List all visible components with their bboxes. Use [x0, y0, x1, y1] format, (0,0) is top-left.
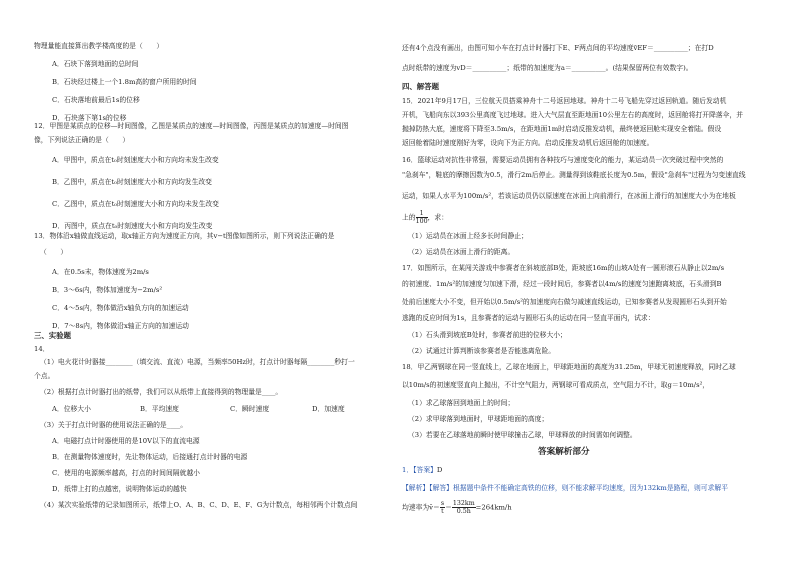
q13-option-c: C．4～5s内，物体做沿x轴负方向的加速运动: [52, 304, 189, 312]
q16-tail-pre: 上的: [402, 213, 416, 222]
q17-sub2: （2）试通过计算判断该参赛者是否能逃离危险。: [408, 347, 556, 355]
q15-line2: 开机，飞船向东以393公里高度飞过地球。进入大气层直至距地面10公里左右的高度时，返回舱将打开降落伞，并: [402, 111, 744, 119]
q12-option-a: A．甲图中，质点在t₀时刻速度大小和方向均未发生改变: [52, 156, 219, 164]
q16-line2: "急刹车"，鞋底的摩擦因数为0.5，滑行2m后停止。测量得到该鞋底长度为0.5m，假设"急刹车"过程为匀变速直线: [402, 171, 746, 179]
q14-part2-option-d: D．加速度: [312, 405, 345, 413]
q16-sub1: （1）运动员在冰面上经多长时间静止；: [408, 232, 528, 240]
q14-number: 14．: [34, 345, 50, 353]
q16-tail-post: ，求：: [427, 213, 449, 222]
answer1-tag: 【答案】: [413, 466, 437, 474]
q14-part3-option-d: D．纸带上打的点越密，说明物体运动的越快: [52, 485, 187, 493]
answer1-calc-post: =264km/h: [475, 503, 512, 512]
q12-option-c: C．乙图中，质点在t₀时刻速度大小和方向均未发生改变: [52, 200, 219, 208]
answer1-fraction-1-denominator: t: [441, 508, 444, 515]
q16-fraction-denominator: 100: [415, 218, 428, 225]
answer1-fraction-2: [452, 500, 476, 515]
q13-stem-line1: 13．物体沿x轴做直线运动，取x轴正方向为速度正方向，其v−t图像如图所示，则下列说法正确的是: [34, 232, 335, 240]
q17-line3: 处前后速度大小不变，但开始以0.5m/s²的加速度向右做匀减速直线运动，已知参赛者从发现圆形石头到开始: [402, 298, 727, 306]
q14-part3-option-c: C．使用的电源频率越高，打点的时间间隔就越小: [52, 469, 200, 477]
section-experiment-heading: 三、实验题: [34, 331, 71, 340]
q14-continued-line1: 还有4个点没有画出，由图可知小车在打点计时器打下E、F两点间的平均速度v̄EF＝__________；在打D: [402, 44, 714, 52]
q13-option-d: D．7～8s内，物体做沿x轴正方向的加速运动: [52, 322, 189, 330]
q14-continued-line2: 点时纸带的速度为vD＝__________；纸带的加速度为a＝__________。(结果保留两位有效数字)。: [402, 64, 693, 72]
q16-sub2: （2）运动员在冰面上滑行的距离。: [408, 248, 515, 256]
answer1-calculation: [402, 500, 512, 515]
q18-line2: 以10m/s的初速度竖直向上抛出，不计空气阻力，两钢球可看成质点，空气阻力不计，取g＝10m/s²，: [402, 381, 710, 389]
answer1-line: [402, 466, 442, 475]
q13-option-b: B．3～6s内，物体加速度为−2m/s²: [52, 286, 163, 294]
answer1-number: 1．: [402, 466, 414, 474]
q17-line4: 逃跑的反应时间为1s，且参赛者的运动与圆形石头的运动在同一竖直平面内，试求：: [402, 314, 655, 322]
section-answer-questions-heading: 四、解答题: [402, 82, 439, 91]
q12-option-b: B．乙图中，质点在t₀时刻速度大小和方向均发生改变: [52, 178, 212, 186]
q15-line3: 抛掉防热大底，速度将下降至3.5m/s，在距地面1m时启动反推发动机，最终使返回舱实现安全着陆。假设: [402, 125, 722, 133]
q14-part3-option-a: A．电磁打点计时器使用的是10V以下的直流电源: [52, 437, 200, 445]
q11-option-d: D．石块落下第1s的位移: [52, 114, 127, 122]
q12-stem-line1: 12．甲图是某质点的位移—时间图像，乙图是某质点的速度—时间图像，丙图是某质点的加速度—时间图: [34, 122, 349, 130]
q16-fraction-numerator: 1: [416, 210, 428, 218]
answer1-calc-mid: ＝: [445, 503, 452, 512]
answer1-explanation-text: 【解析】【解答】根据题中条件不能确定高铁的位移，则不能求解平均速度，因为132km是路程，则可求解平: [402, 484, 728, 492]
q13-option-a: A．在0.5s末，物体速度为2m/s: [52, 268, 149, 276]
q14-part2-stem: （2）根据打点计时器打出的纸带，我们可以从纸带上直接得到的物理量是____。: [40, 388, 283, 396]
q18-sub3: （3）若要在乙球落地前瞬时使甲球撞击乙球，甲球释放的时间需如何调整。: [408, 431, 637, 439]
q14-part2-option-b: B．平均速度: [140, 405, 179, 413]
q13-stem-line2: （ ）: [40, 248, 68, 256]
q11-option-a: A．石块下落到地面的总时间: [52, 60, 139, 68]
q12-stem-line2: 像，下列说法正确的是（ ）: [34, 136, 130, 144]
answer1-fraction-2-denominator: 0.5h: [456, 508, 471, 515]
q14-part1-line2: 个点。: [34, 372, 55, 380]
q14-part4-stem: （4）某次实验纸带的记录如图所示，纸带上O、A、B、C、D、E、F、G为计数点，每相邻两个计数点间: [40, 501, 358, 509]
q14-part2-option-c: C．瞬时速度: [230, 405, 270, 413]
q11-option-c: C．石块落地前最后1s的位移: [52, 96, 140, 104]
q16-line4: [402, 210, 448, 225]
q16-line1: 16．篮球运动对抗性非常强，需要运动员拥有各种技巧与速度变化的能力，某运动员一次突破过程中突然的: [402, 156, 724, 164]
q18-sub1: （1）求乙球落回到地面上的时间；: [408, 399, 515, 407]
q14-part3-option-b: B．在测量物体速度时，先让物体运动，后接通打点计时器的电源: [52, 453, 248, 461]
answer1-fraction-1-numerator: s: [440, 500, 445, 507]
q16-fraction: [416, 210, 428, 225]
answer1-letter: D: [436, 466, 443, 474]
q17-line2: 的初速度、1m/s²的加速度匀加速下滑，经过一段时间后，参赛者以4m/s的速度匀速跑离坡底，石头滑到B: [402, 280, 722, 288]
q14-part3-stem: （3）关于打点计时器的使用说法正确的是____。: [40, 421, 188, 429]
q15-line4: 返回舱着陆时速度刚好为零，设向下为正方向。启动反推发动机后返回舱的加速度。: [402, 139, 654, 147]
q17-sub1: （1）石头滑到坡底B处时，参赛者前进的位移大小；: [408, 331, 567, 339]
q11-option-b: B．石块经过楼上一个1.8m高的窗户所用的时间: [52, 78, 197, 86]
q12-option-d: D．丙图中，质点在t₀时刻速度大小和方向均发生改变: [52, 222, 213, 230]
q16-line3: 运动，如果人水平为100m/s²，若该运动员仍以原速度在冰面上向前滑行，在冰面上滑行的加速度大小为在地板: [402, 192, 736, 200]
q18-line1: 18．甲乙两钢球在同一竖直线上，乙球在地面上，甲球距地面的高度为31.25m，甲球无初速度释放，同时乙球: [402, 363, 736, 371]
q15-line1: 15．2021年9月17日，三位航天员搭乘神舟十二号返回地球。神舟十二号飞船先穿过返回轨道。随后发动机: [402, 97, 727, 105]
q18-sub2: （2）求甲球落到地面时，甲球距地面的高度；: [408, 415, 549, 423]
q11-stem: 物理量能直接算出教学楼高度的是（ ）: [34, 42, 164, 50]
q14-part1-line1: （1）电火花计时器接________（填交流、直流）电源，当频率50Hz时，打点计时器每隔________秒打一: [40, 358, 355, 366]
answer-section-title: 答案解析部分: [538, 447, 590, 457]
q14-part2-option-a: A．位移大小: [52, 405, 91, 413]
answer1-explanation: [402, 484, 728, 493]
answer1-calc-pre: 均速率为v̄＝: [402, 503, 440, 512]
q17-line1: 17．如图所示，在某闯关游戏中参赛者在斜坡底部B处，距坡底16m的山坡A处有一圆形滚石从静止以2m/s: [402, 264, 725, 272]
answer1-fraction-2-numerator: 132km: [452, 500, 475, 507]
